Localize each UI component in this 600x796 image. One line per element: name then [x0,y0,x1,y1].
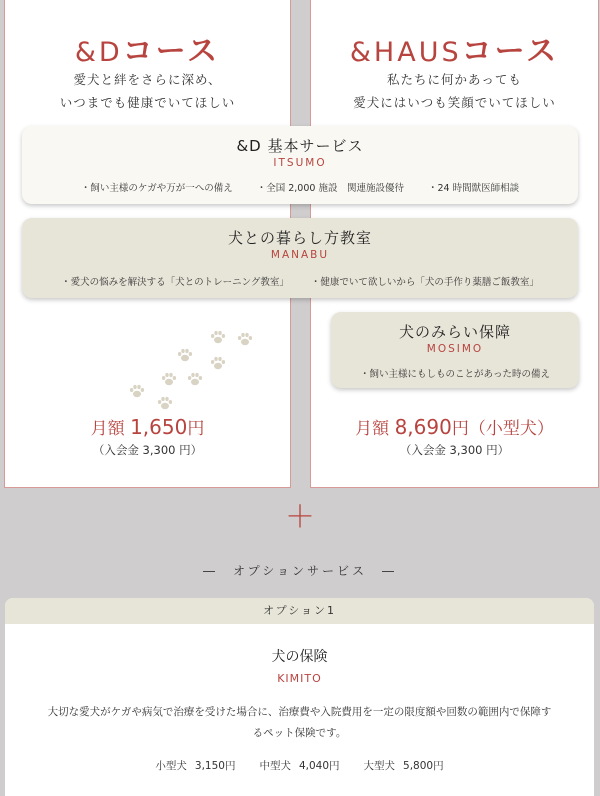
paw-print-icon [177,348,193,362]
paw-print-icon [237,332,253,346]
service-item: ・愛犬の悩みを解決する「犬とのトレーニング教室」 [61,277,289,288]
service-item: ・24 時間獣医師相談 [427,183,520,194]
price-item-small: 小型犬 3,150円 [155,760,236,772]
option-code: KIMITO [277,672,322,685]
enrollment-fee-d: （入会金 3,300 円） [92,443,203,457]
service-code: MOSIMO [426,343,484,355]
service-items [22,274,578,288]
course-title-d: &Dコース [74,34,221,69]
paw-print-icon [161,372,177,386]
paw-print-icon [187,372,203,386]
paw-print-icon [210,330,226,344]
option-title: 犬の保険 [271,649,328,665]
service-items [22,180,578,194]
option-service-heading: ― オプションサービス ― [203,564,397,578]
enrollment-fee-haus: （入会金 3,300 円） [399,443,510,457]
service-box-mosimo [331,312,579,388]
price-haus: 月額 8,690円（小型犬） [355,415,554,439]
course-title-haus: &HAUSコース [349,34,560,69]
paw-print-icon [210,356,226,370]
course-subtitle-d: 愛犬と絆をさらに深め、 いつまでも健康でいてほしい [59,72,236,110]
option-card-header: オプション1 [5,598,594,624]
plus-icon: ＋ [285,500,315,535]
service-box-itsumo [22,126,578,204]
option-card [5,598,594,796]
service-item: ・飼い主様にもしものことがあった時の備え [360,369,550,380]
service-item: ・飼い主様のケガや万が一への備え [80,183,233,194]
price-item-large: 大型犬 5,800円 [363,760,444,772]
option-price-list [5,758,594,773]
service-items [331,366,579,380]
paw-print-icon [129,384,145,398]
service-item: ・健康でいて欲しいから「犬の手作り薬膳ご飯教室」 [310,277,539,288]
service-code: MANABU [270,249,330,261]
price-item-medium: 中型犬 4,040円 [259,760,340,772]
option-description: 大切な愛犬がケガや病気で治療を受けた場合に、治療費や入院費用を一定の限度額や回数の範囲内で保障するペット保険です。 [47,706,552,739]
paw-print-icon [157,396,173,410]
course-subtitle-haus: 私たちに何かあっても 愛犬にはいつも笑顔でいてほしい [353,72,556,110]
service-box-manabu [22,218,578,298]
service-item: ・全国 2,000 施設 関連施設優待 [256,183,404,194]
price-d: 月額 1,650円 [90,415,205,439]
service-code: ITSUMO [273,157,327,169]
service-title: 犬のみらい保障 [398,323,511,341]
service-title: 犬との暮らし方教室 [227,229,372,247]
service-title: &D 基本サービス [236,137,364,155]
